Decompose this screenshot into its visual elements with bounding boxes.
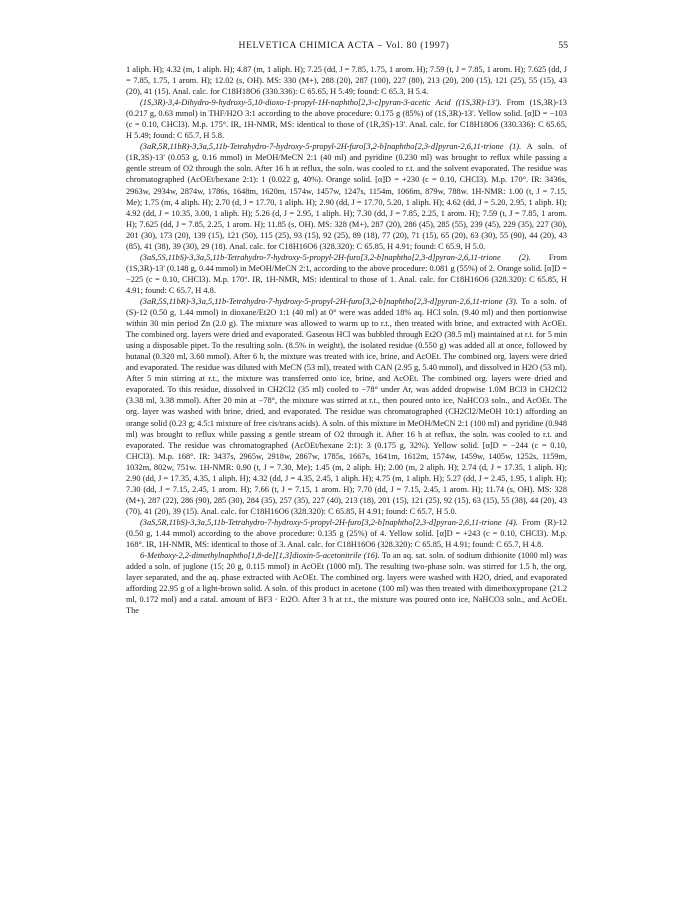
compound-title: (3aR,5S,11bR)-3,3a,5,11b-Tetrahydro-7-hydroxy-5-propyl-2H-furo[3,2-b]naphtho[2,3-d]pyran-2,6,11-trione (3).: [140, 296, 518, 306]
paragraph-compound-3: [126, 296, 567, 517]
paragraph-continuation: [126, 64, 567, 97]
paragraph-compound-2: [126, 252, 567, 296]
paragraph-compound-1: [126, 141, 567, 251]
paragraph-text: From (R)-12 (0.50 g, 1.44 mmol) according to the above procedure: 0.135 g (25%) of 4. Yellow solid. [α]D = +243 (c = 0.10, CHCl3). M.p. 168°. IR, 1H-NMR, MS: identical to those of 3. Anal. calc. for C18H16O6 (328.320): C 65.85, H 4.91; found: C 65.7, H 4.8.: [126, 517, 567, 550]
compound-title: (3aS,5R,11bS)-3,3a,5,11b-Tetrahydro-7-hydroxy-5-propyl-2H-furo[3,2-b]naphtho[2,3-d]pyran-2,6,11-trione (4).: [140, 517, 518, 527]
compound-title: (3aR,5R,11bR)-3,3a,5,11b-Tetrahydro-7-hydroxy-5-propyl-2H-furo[3,2-b]naphtho[2,3-d]pyran-2,6,11-trione (1).: [140, 142, 522, 152]
paragraph-text: A soln. of (1R,3S)-13' (0.053 g, 0.16 mmol) in MeOH/MeCN 2:1 (40 ml) and pyridine (0.230 ml) was brought to reflux while passing a gentle stream of O2 through the soln. After 16 h at reflux, the soln. was cooled to r.t. and the solvent evaporated. The residue was chromatographed (AcOEt/hexane 2:1): 1 (0.022 g, 40%). Orange solid. [α]D = +230 (c = 0.10, CHCl3). M.p. 170°. IR: 3436s, 2963w, 2934w, 2874w, 1786s, 1648m, 1620m, 1574w, 1457w, 1247s, 1154m, 1066m, 879w, 788w. 1H-NMR: 1.00 (t, J = 7.15, Me); 1.75 (m, 4 aliph. H); 2.70 (d, J = 17.70, 1 aliph. H); 2.90 (dd, J = 17.70, 5.20, 1 aliph. H); 4.62 (dd, J = 5.20, 2.95, 1 aliph. H); 4.92 (dd, J = 10.35, 3.00, 1 aliph. H); 5.26 (d, J = 2.95, 1 aliph. H); 7.30 (dd, J = 7.85, 2.25, 1 arom. H); 7.59 (t, J = 7.85, 1 arom. H); 7.625 (dd, J = 7.85, 2.25, 1 arom. H); 11.85 (s, OH). MS: 328 (M+), 287 (20), 286 (45), 285 (55), 239 (45), 229 (35), 227 (30), 201 (30), 173 (20), 139 (15), 121 (50), 115 (25), 93 (15), 92 (25), 89 (18), 77 (20), 71 (15), 65 (20), 63 (30), 55 (90), 44 (20), 43 (85), 41 (38), 39 (30), 29 (18). Anal. calc. for C18H16O6 (328.320): C 65.85, H 4.91; found: C 65.9, H 5.0.: [126, 142, 568, 251]
paragraph-text: To an aq. sat. soln. of sodium dithionite (1000 ml) was added a soln. of juglone (15; 20 g, 0.115 mmol) in AcOEt (1000 ml). The resulting two-phase soln. was stirred for 1.5 h, the org. layer separated, and the aq. phase extracted with AcOEt. The combined org. layers were washed with H2O, dried, and evaporated affording 22.95 g of a light-brown solid. A soln. of this product in acetone (100 ml) was then treated with dimethoxypropane (21.2 ml, 0.172 mol) and a catal. amount of BF3 · Et2O. After 3 h at r.t., the mixture was poured onto ice, NaHCO3 soln., and AcOEt. The: [126, 551, 567, 616]
compound-title: (3aS,5S,11bS)-3,3a,5,11b-Tetrahydro-7-hydroxy-5-propyl-2H-furo[3,2-b]naphtho[2,3-d]pyran-2,6,11-trione (2).: [140, 252, 531, 262]
paragraph-compound-13-prime: [126, 97, 567, 141]
page-number: 55: [558, 40, 568, 51]
paragraph-compound-4: [126, 517, 567, 550]
compound-title: (1S,3R)-3,4-Dihydro-9-hydroxy-5,10-dioxo-1-propyl-1H-naphtho[2,3-c]pyran-3-acetic Acid ((1S,3R)-13').: [140, 98, 502, 108]
running-head: HELVETICA CHIMICA ACTA – Vol. 80 (1997): [238, 40, 450, 51]
paragraph-text: From (1S,3R)-13 (0.217 g, 0.63 mmol) in THF/H2O 3:1 according to the above procedure: 0.175 g (85%) of (1S,3R)-13'. Yellow solid. [α]D = −103 (c = 0.10, CHCl3). M.p. 175°. IR, 1H-NMR, MS: identical to those of (1R,3S)-13'. Anal. calc. for C18H18O6 (330.336): C 65.65, H 5.49; found: C 65.7, H 5.8.: [126, 98, 567, 141]
body-text: [126, 64, 567, 616]
paragraph-text: To a soln. of (S)-12 (0.50 g, 1.44 mmol) in dioxane/Et2O 1:1 (40 ml) at 0° were was added 18% aq. HCl soln. (9.40 ml) and then portionwise within 30 min period Zn (2.0 g). The mixture was allowed to warm up to r.t., then treated with brine, and extracted with AcOEt. The combined org. layers were dried and evaporated. Gaseous HCl was bubbled through Et2O (38.5 ml) maintained at r.t. for 5 min using a disposable pipet. To the resulting soln. (8.5% in weight), the isolated residue (0.550 g) was added all at once, followed by butanal (0.320 ml, 3.60 mmol). After 6 h, the mixture was treated with ice, brine, and AcOEt. The combined org. layers were dried and evaporated. The residue was diluted with MeCN (53 ml), treated with CAN (2.95 g, 5.40 mmol), and dissolved in H2O (53 ml). After 5 min stirring at r.t., the mixture was transferred onto ice, brine, and AcOEt. The combined org. layers were dried and evaporated. To this residue, dissolved in CH2Cl2 (35 ml) cooled to −78° under Ar, was added dropwise 1.0M BCl3 in CH2Cl2 (3.38 ml, 3.38 mmol). After 20 min at −78°, the mixture was stirred at r.t., then poured onto ice, NaHCO3 soln., and AcOEt. The org. layer was washed with brine, dried, and evaporated. The residue was chromatographed (CH2Cl2/MeOH 10:1) affording an orange solid (0.23 g; 4.5:1 mixture of free cis/trans acids). A soln. of this mixture in MeOH/MeCN 2:1 (100 ml) and pyridine (0.948 ml) was brought to reflux while passing a gentle stream of O2 through it. After 16 h at reflux, the soln. was cooled to r.t. and evaporated. The residue was chromatographed (AcOEt/hexane 2:1): 3 (0.175 g, 32%). Yellow solid. [α]D = −244 (c = 0.10, CHCl3). M.p. 168°. IR: 3437s, 2965w, 2918w, 2867w, 1785s, 1667s, 1641m, 1612m, 1574w, 1459w, 1405w, 1252s, 1159m, 1032m, 802w, 751w. 1H-NMR: 0.90 (t, J = 7.30, Me); 1.45 (m, 2 aliph. H); 2.00 (m, 2 aliph. H); 2.74 (d, J = 17.35, 1 aliph. H); 2.90 (dd, J = 17.35, 4.35, 1 aliph. H); 4.32 (dd, J = 4.35, 2.45, 1 aliph. H); 4.75 (m, 1 aliph. H); 5.27 (dd, J = 2.45, 1.95, 1 aliph. H); 7.30 (dd, J = 7.15, 2.45, 1 arom. H); 7.66 (t, J = 7.15, 1 arom. H); 7.70 (dd, J = 7.15, 2.45, 1 arom. H); 11.74 (s, OH). MS: 328 (M+), 287 (22), 286 (90), 285 (30), 284 (35), 257 (35), 227 (40), 213 (18), 201 (15), 121 (25), 92 (15), 63 (15), 55 (38), 44 (20), 43 (70), 41 (20), 39 (15). Anal. calc. for C18H16O6 (328.320): C 65.85, H 4.91; found: C 65.7, H 5.0.: [126, 296, 567, 516]
paragraph-text: 1 aliph. H); 4.32 (m, 1 aliph. H); 4.87 (m, 1 aliph. H); 7.25 (dd, J = 7.85, 1.75, 1 arom. H); 7.59 (t, J = 7.85, 1 arom. H); 7.625 (dd, J = 7.85, 1.75, 1 arom. H); 12.02 (s, OH). MS: 330 (M+), 288 (20), 287 (100), 227 (80), 213 (20), 200 (15), 121 (25), 55 (15), 43 (20), 41 (15). Anal. calc. for C18H18O6 (330.336): C 65.65, H 5.49; found: C 65.3, H 5.4.: [126, 65, 567, 97]
paragraph-text: From (1S,3R)-13' (0.148 g, 0.44 mmol) in MeOH/MeCN 2:1, according to the above procedure: 0.081 g (55%) of 2. Orange solid. [α]D = −225 (c = 0.10, CHCl3). M.p. 170°. IR, 1H-NMR, MS: identical to those of 1. Anal. calc. for C18H16O6 (328.320): C 65.85, H 4.91; found: C 65.7, H 4.8.: [126, 252, 567, 295]
compound-title: 6-Methoxy-2,2-dimethylnaphtho[1,8-de][1,3]dioxin-5-acetonitrile (16).: [140, 551, 380, 561]
paragraph-compound-16: [126, 550, 567, 616]
